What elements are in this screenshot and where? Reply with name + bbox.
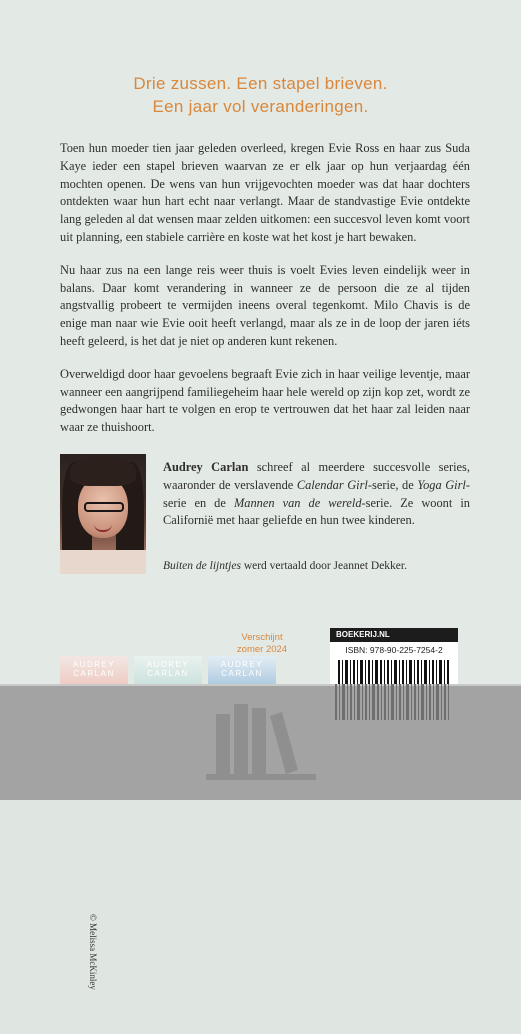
translator-text: werd vertaald door Jeannet Dekker. <box>240 560 407 572</box>
blurb-paragraph-1: Toen hun moeder tien jaar geleden overleed, kregen Evie Ross en haar zus Suda Kaye ieder een stapel brieven waarvan ze er elk jaar op hun verjaardag één mochten openen. De wens van hun vrijgevochten moeder was dat haar dochters ontdekten waar hun hart echt naar verlangt. Maar de standvastige Evie ontdekte lang geleden al dat wensen maar zelden uitkomen: een succesvol leven komt voort uit planning, een stabiele carrière en koste wat het kost je hart bewaken. <box>60 141 470 244</box>
series-title: Calendar Girl <box>296 477 368 492</box>
book-thumbnail-author <box>208 656 276 678</box>
book-thumbnail-author <box>60 656 128 678</box>
author-photo-shirt <box>60 550 146 574</box>
barcode-graphic <box>338 660 450 686</box>
tagline <box>0 72 521 118</box>
blurb <box>60 140 470 452</box>
book-author-last: CARLAN <box>221 669 263 678</box>
blurb-paragraph-2: Nu haar zus na een lange reis weer thuis is voelt Evies leven eindelijk weer in balans. Daar komt verandering in wanneer ze de persoon die ze al tijden angstvallig probeert te vermijden ineens overal tegenkomt. Milo Chavis is de enige man naar wie Evie ooit heeft verlangd, maar als ze in de loop der jaren iéts heeft geleerd, is het dat je niet op anderen kunt rekenen. <box>60 262 470 348</box>
author-photo-hair-top <box>70 456 136 486</box>
book-author-last: CARLAN <box>147 669 189 678</box>
tagline-line-2: Een jaar vol veranderingen. <box>152 97 369 116</box>
book-thumbnail-author <box>134 656 202 678</box>
series-title: Yoga Girl <box>417 477 466 492</box>
author-bio-text: -serie, de <box>367 477 418 492</box>
publisher-url: BOEKERIJ.NL <box>330 628 458 642</box>
barcode-lower-graphic <box>335 684 453 720</box>
author-bio-text: -serie en de <box>163 477 471 510</box>
barcode-box <box>330 628 458 688</box>
blurb-paragraph-3: Overweldigd door haar gevoelens begraaft Evie zich in haar veilige leventje, maar wanneer een aangrijpend familiegeheim haar hele wereld op zijn kop zet, wordt ze gedwongen haar hart te volgen en erop te vertrouwen dat het haar zal leiden naar waar ze thuishoort. <box>60 366 470 435</box>
library-books-icon <box>206 694 316 784</box>
photo-credit: © Melissa McKinley <box>88 914 98 990</box>
author-bio <box>163 459 470 530</box>
coming-soon-line-2: zomer 2024 <box>236 644 288 655</box>
author-photo <box>60 454 146 574</box>
author-photo-glasses <box>84 502 124 512</box>
book-author-first: AUDREY <box>220 660 264 669</box>
coming-soon-line-1: Verschijnt <box>241 632 283 643</box>
isbn-number: ISBN: 978-90-225-7254-2 <box>345 645 443 655</box>
book-author-first: AUDREY <box>72 660 116 669</box>
translator-credit <box>163 558 470 574</box>
book-author-first: AUDREY <box>146 660 190 669</box>
coming-soon-label <box>232 632 292 656</box>
author-name: Audrey Carlan <box>163 460 249 474</box>
book-author-last: CARLAN <box>73 669 115 678</box>
author-bio-text: schreef al meerdere succesvolle series, waaronder de verslavende <box>163 460 470 492</box>
series-title: Mannen van de wereld <box>233 495 362 510</box>
book-title: Buiten de lijntjes <box>163 560 241 572</box>
author-bio-text: -serie. Ze woont in Californië met haar geliefde en hun twee kinderen. <box>163 495 470 528</box>
tagline-line-1: Drie zussen. Een stapel brieven. <box>133 74 388 93</box>
